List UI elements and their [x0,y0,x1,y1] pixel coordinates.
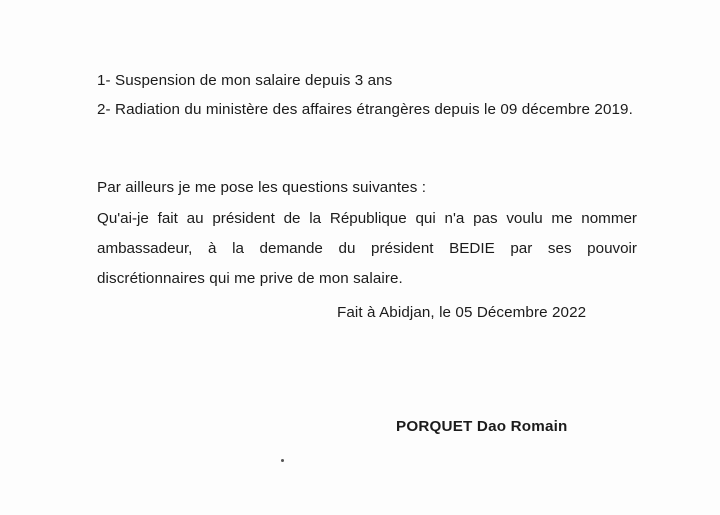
question-line-1-text: Qu'ai-je fait au président de la République qui n'a pas voulu me nommer [97,210,637,227]
place-date: Fait à Abidjan, le 05 Décembre 2022 [337,304,587,321]
question-line-1 [97,210,637,228]
intro-paragraph: Par ailleurs je me pose les questions suivantes : [97,179,427,196]
question-line-2 [97,240,637,258]
scan-speck [281,459,284,462]
question-line-2-text: ambassadeur, à la demande du président BEDIE par ses pouvoir [97,240,637,257]
question-line-3: discrétionnaires qui me prive de mon salaire. [97,270,403,287]
list-item-2: 2- Radiation du ministère des affaires étrangères depuis le 09 décembre 2019. [97,101,633,118]
list-item-1: 1- Suspension de mon salaire depuis 3 ans [97,72,393,89]
signature-name: PORQUET Dao Romain [396,418,568,435]
